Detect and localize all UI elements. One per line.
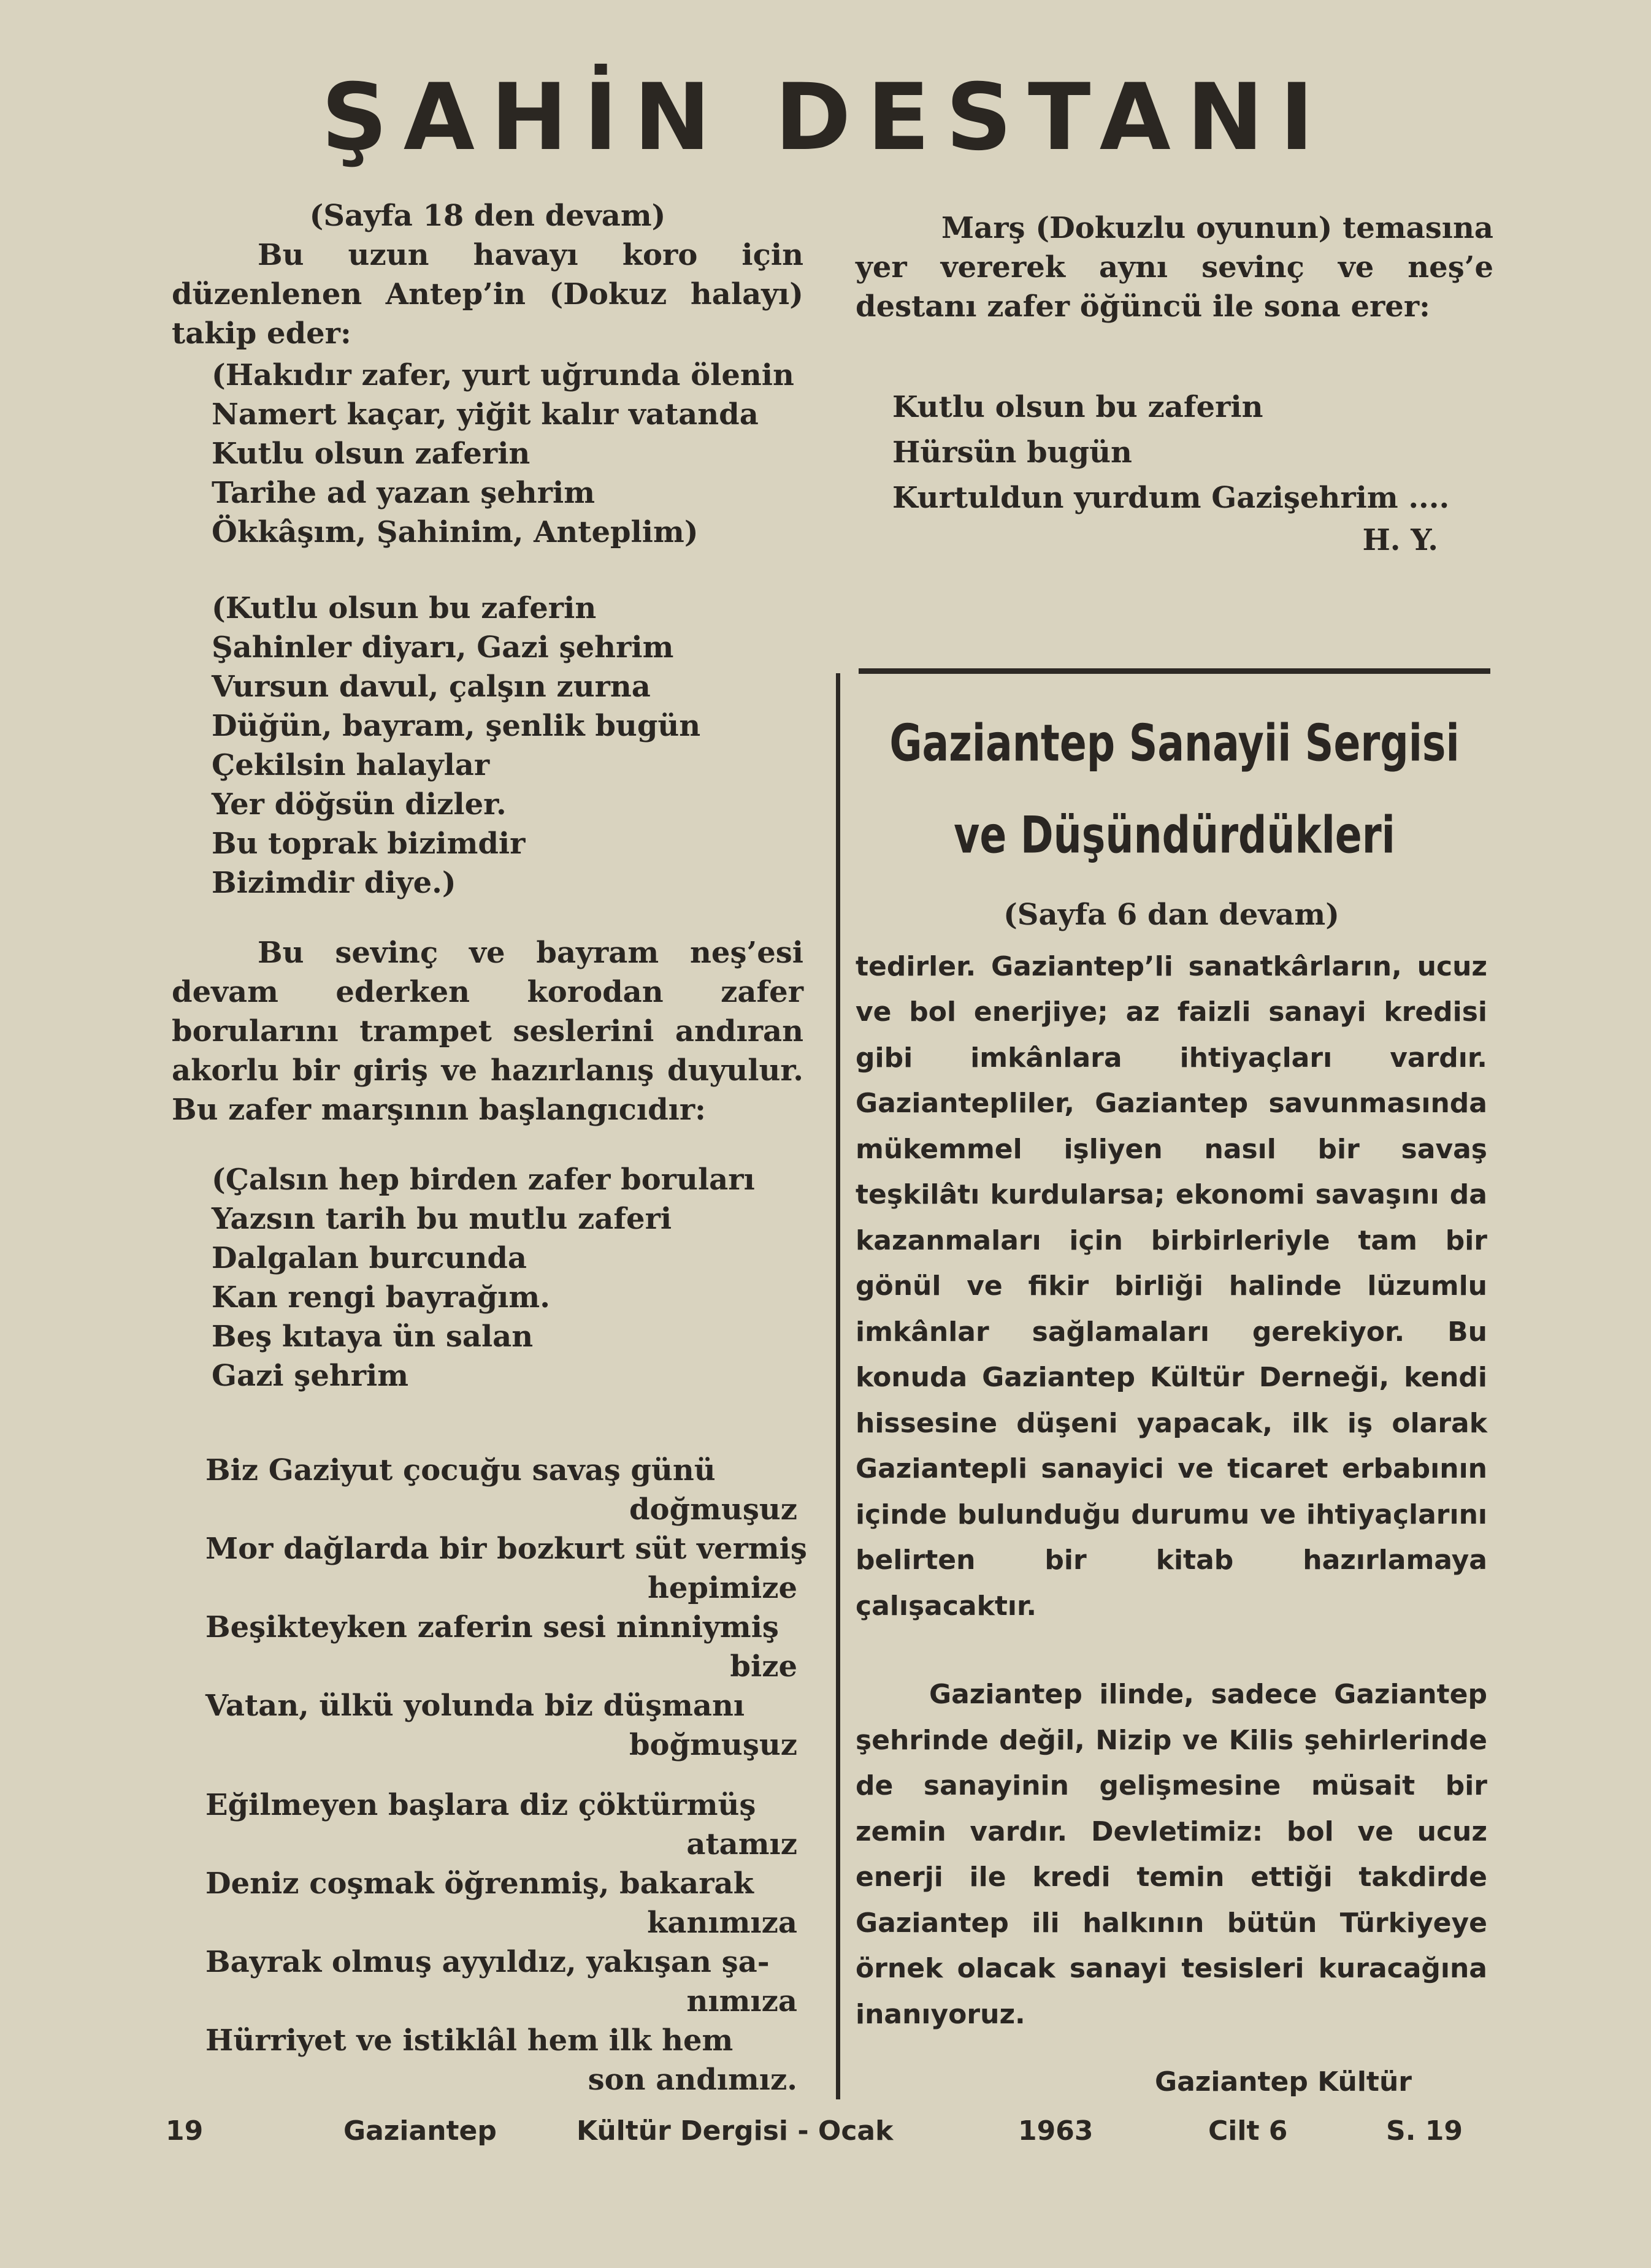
poem-line: Şahinler diyarı, Gazi şehrim (212, 630, 674, 665)
poem-line: Kan rengi bayrağım. (212, 1280, 550, 1315)
poem-line: Namert kaçar, yiğit kalır vatanda (212, 397, 759, 432)
poem-line: Ökkâşım, Şahinim, Anteplim) (212, 515, 699, 549)
poem-line: Bizimdir diye.) (212, 866, 456, 900)
poem-verse: Eğilmeyen başlara diz çöktürmüş atamız (205, 1788, 797, 1861)
poem-line: Bu toprak bizimdir (212, 827, 526, 861)
poem-stanza-1 (172, 356, 803, 552)
poem-stanza-5 (172, 1785, 803, 2099)
footer-year: 1963 (1018, 2115, 1094, 2147)
poem-stanza-2 (172, 589, 803, 903)
footer-page-number: 19 (166, 2115, 204, 2147)
article-title-line-1: Gaziantep Sanayii Sergisi (889, 713, 1460, 773)
article-paragraph-1: tedirler. Gaziantep’li sanatkârların, ucuz ve bol enerjiye; az faizli sanayi kredisi gibi imkânlara ihtiyaçları vardır. Gaziantepliler, Gaziantep savunmasında mükemmel işliyen nasıl bir savaş teşkilâtı kurdularsa; ekonomi savaşını da kazanmaları için birbirleriyle tam bir gönül ve fikir birliği halinde lüzumlu imkânlar sağlamaları gerekiyor. Bu konuda Gaziantep Kültür Derneği, kendi hissesine düşeni yapacak, ilk iş olarak Gaziantepli sanayici ve ticaret erbabının içinde bulunduğu durumu ve ihtiyaçlarını belirten bir kitab hazırlamaya çalışacaktır. (856, 950, 1487, 1622)
article-title-line-2: ve Düşündürdükleri (954, 805, 1395, 865)
poem-line: Hürsün bugün (892, 435, 1132, 470)
poem-line: Kutlu olsun zaferin (212, 437, 531, 471)
poem-line: Beş kıtaya ün salan (212, 1319, 534, 1354)
poem-line: (Hakıdır zafer, yurt uğrunda ölenin (212, 358, 794, 392)
closing-poem (856, 384, 1493, 521)
page-footer (166, 2115, 1478, 2152)
poem-line: (Kutlu olsun bu zaferin (212, 591, 597, 625)
author-signature: H. Y. (1362, 523, 1438, 557)
poem-verse: Mor dağlarda bir bozkurt süt vermiş hepimize (205, 1532, 807, 1605)
march-intro-paragraph: Bu sevinç ve bayram neş’esi devam ederken korodan zafer borularını trampet seslerini andıran akorlu bir giriş ve hazırlanış duyulur. Bu zafer marşının başlangıcıdır: (172, 936, 803, 1127)
poem-line: Gazi şehrim (212, 1359, 409, 1393)
poem-line: Tarihe ad yazan şehrim (212, 476, 596, 510)
poem-verse: Hürriyet ve istiklâl hem ilk hem son andımız. (205, 2023, 797, 2097)
article-body (856, 892, 1487, 2037)
page-title: ŞAHİN DESTANI (321, 64, 1330, 171)
article-paragraph-2: Gaziantep ilinde, sadece Gaziantep şehrinde değil, Nizip ve Kilis şehirlerinde de sanayinin gelişmesine müsait bir zemin vardır. Devletimiz: bol ve ucuz enerji ile kredi temin ettiği takdirde Gaziantep ili halkının bütün Türkiyeye örnek olacak sanayi tesisleri kuracağına inanıyoruz. (856, 1679, 1487, 2030)
section-divider (859, 668, 1490, 674)
poem-line: Kutlu olsun bu zaferin (892, 390, 1263, 424)
article-signature: Gaziantep Kültür (1155, 2066, 1412, 2098)
poem-line: Çekilsin halaylar (212, 748, 490, 782)
column-divider (836, 673, 840, 2099)
poem-line: Yer döğsün dizler. (212, 787, 507, 822)
article-continuation-note: (Sayfa 6 dan devam) (1003, 898, 1339, 932)
footer-magazine-name: Gaziantep (343, 2115, 497, 2147)
poem-line: Vursun davul, çalşın zurna (212, 670, 651, 704)
closing-paragraph: Marş (Dokuzlu oyunun) temasına yer vererek aynı sevinç ve neş’e destanı zafer öğüncü ile sona erer: (856, 211, 1493, 324)
right-column-top (856, 208, 1493, 560)
poem-line: Yazsın tarih bu mutlu zaferi (212, 1202, 672, 1236)
poem-line: (Çalsın hep birden zafer boruları (212, 1163, 755, 1197)
poem-verse: Biz Gaziyut çocuğu savaş günü doğmuşuz (205, 1453, 797, 1527)
intro-paragraph: Bu uzun havayı koro için düzenlenen Antep’in (Dokuz halayı) takip eder: (172, 238, 803, 351)
poem-verse: Beşikteyken zaferin sesi ninniymiş bize (205, 1610, 797, 1684)
poem-line: Dalgalan burcunda (212, 1241, 527, 1275)
poem-line: Düğün, bayram, şenlik bugün (212, 709, 701, 743)
poem-line: Kurtuldun yurdum Gazişehrim .... (892, 481, 1450, 515)
poem-stanza-4 (172, 1451, 807, 1765)
poem-verse: Bayrak olmuş ayyıldız, yakışan şa- nımıza (205, 1945, 797, 2018)
poem-verse: Vatan, ülkü yolunda biz düşmanı boğmuşuz (205, 1689, 797, 1762)
footer-issue: S. 19 (1386, 2115, 1463, 2147)
footer-magazine-name-2: Kültür Dergisi - Ocak (577, 2115, 894, 2147)
footer-volume: Cilt 6 (1208, 2115, 1288, 2147)
left-column (172, 196, 807, 2099)
poem-verse: Deniz coşmak öğrenmiş, bakarak kanımıza (205, 1866, 797, 1940)
continuation-note: (Sayfa 18 den devam) (309, 199, 666, 233)
poem-stanza-3 (172, 1160, 803, 1396)
